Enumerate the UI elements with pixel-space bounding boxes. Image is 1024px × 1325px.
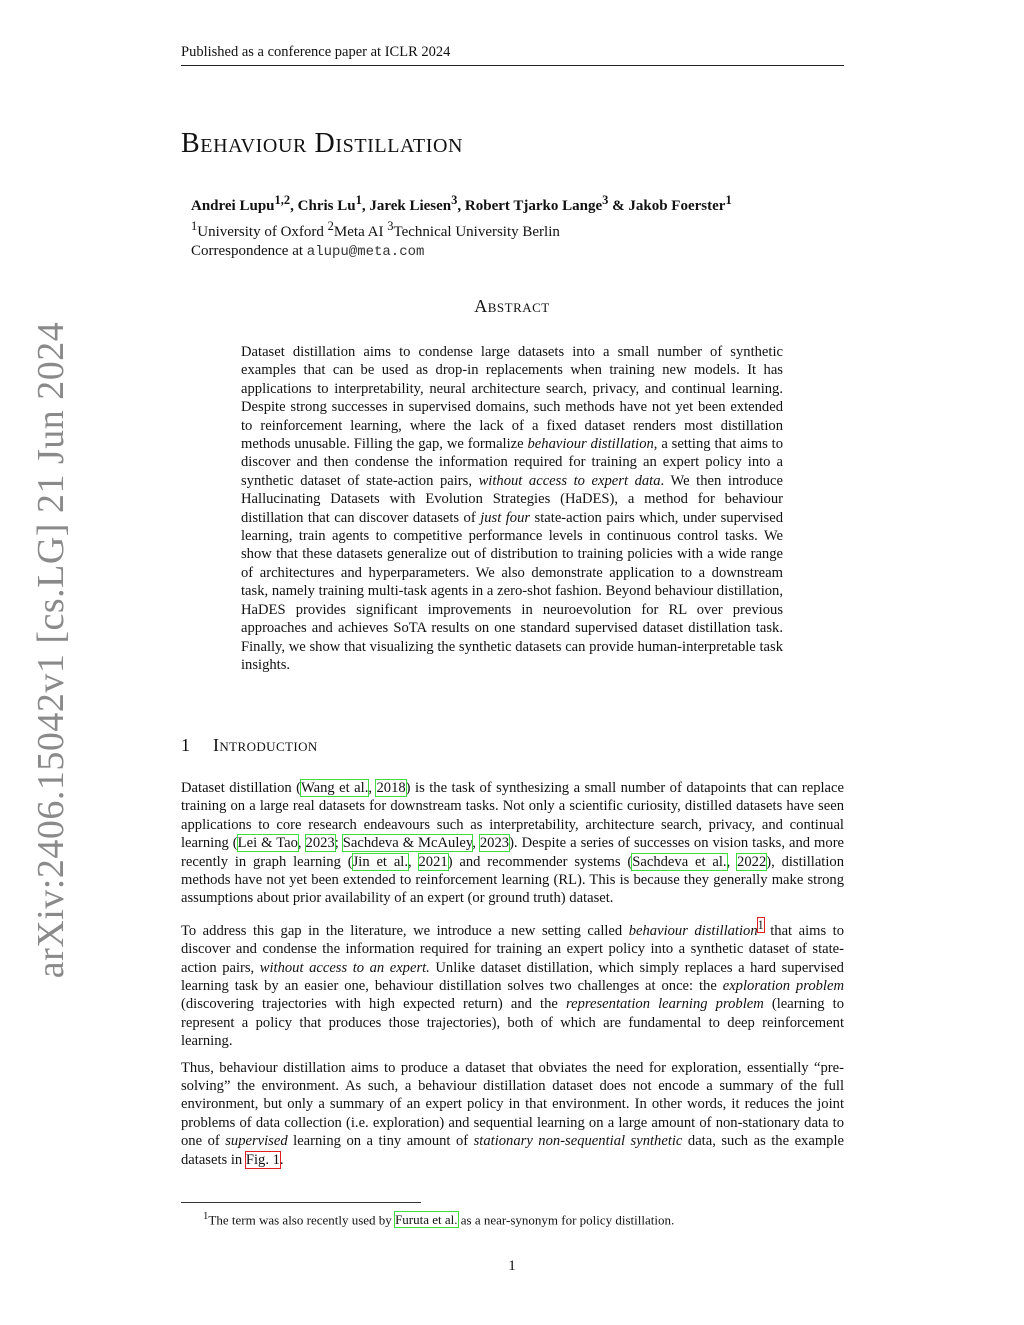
body-text: ), distillation methods have not yet been extended to reinforcement learning (RL). This is because they generally make strong assumptions about prior availability of an expert (or ground truth) dataset.: [181, 853, 845, 907]
abstract-text: , a setting that aims to discover and then condense the information required for training an expert policy into a synthetic dataset of state-action pairs,: [241, 436, 783, 489]
section-title: Introduction: [213, 735, 318, 755]
footnote: [181, 1208, 844, 1228]
affiliation: University of Oxford: [197, 223, 328, 240]
body-text: ,: [297, 835, 306, 852]
citation-link[interactable]: 2023: [479, 835, 510, 852]
body-text: Thus, behaviour distillation aims to produce a dataset that obviates the need for exploration, essentially “pre-solving” the environment. As such, a behaviour distillation dataset does not encode a summary of the full environment, but only a summary of an expert policy in that environment. In other words, it reduces the joint problems of data collection (i.e. exploration) and sequential learning on a large amount of non-stationary data to one of: [181, 1059, 844, 1150]
abstract-body: [241, 343, 783, 674]
body-text: learning on a tiny amount of: [287, 1133, 474, 1150]
paragraph: [181, 916, 844, 1051]
emphasis: representation learning problem: [565, 996, 764, 1013]
body-text: ,: [472, 835, 480, 852]
body-text: .: [279, 1151, 284, 1168]
paragraph: [181, 1059, 844, 1169]
footnote-text: The term was also recently used by: [208, 1212, 396, 1228]
citation-link[interactable]: Jin et al.: [352, 853, 409, 870]
emphasis: without access to an expert.: [259, 959, 430, 976]
body-text: ) and recommender systems (: [447, 853, 633, 870]
author-name: , Jarek Liesen: [361, 198, 452, 214]
body-text: Unlike dataset distillation, which simply replaces a hard supervised learning task by an easier one, behaviour distillation solves two challenges at once: the: [181, 959, 844, 994]
emphasis: stationary non-sequential synthetic: [473, 1133, 683, 1150]
body-text: ,: [726, 853, 738, 870]
correspondence-label: Correspondence at: [191, 243, 307, 259]
section-heading: [181, 735, 318, 756]
author-name: & Jakob Foerster: [608, 198, 726, 214]
author-name: Andrei Lupu: [191, 198, 275, 214]
body-text: Dataset distillation (: [181, 780, 302, 796]
emphasis: exploration problem: [722, 977, 844, 994]
citation-link[interactable]: 2023: [305, 835, 335, 852]
page-number: 1: [508, 1258, 516, 1274]
footnote-divider: [181, 1202, 421, 1203]
paper-title: Behaviour Distillation: [181, 128, 464, 159]
citation-link[interactable]: 2021: [418, 853, 448, 870]
body-text: data, such as the example datasets in: [181, 1133, 844, 1168]
body-text: ) is the task of synthesizing a small number of datapoints that can replace training on a large real datasets for downstream tasks. Not only a scientific curiosity, distilled datasets have seen applications to core research endeavours such as interpretability, architecture search, privacy, and continual learning (: [181, 780, 844, 852]
affiliation-marker: 3: [451, 193, 458, 207]
body-text: To address this gap in the literature, we introduce a new setting called: [181, 922, 629, 939]
emphasis: behaviour distillation: [628, 922, 758, 939]
abstract-emphasis: behaviour distillation: [527, 436, 654, 453]
citation-link[interactable]: Wang et al.: [301, 780, 369, 796]
citation-link[interactable]: Sachdeva & McAuley: [342, 835, 473, 852]
affiliation: Meta AI: [333, 223, 388, 240]
body-text: (discovering trajectories with high expected return) and the: [181, 996, 566, 1013]
body-text: that aims to discover and condense the information required for training an expert policy into a synthetic dataset of state-action pairs,: [181, 922, 844, 976]
emphasis: supervised: [225, 1133, 288, 1150]
affiliations: [191, 217, 831, 243]
citation-link[interactable]: 2018: [376, 780, 406, 796]
author-list: [191, 191, 831, 217]
author-block: [191, 191, 831, 263]
body-text: ;: [334, 835, 343, 852]
section-body: [181, 779, 844, 1177]
abstract-heading: Abstract: [474, 296, 550, 316]
body-text: ,: [408, 853, 419, 870]
abstract-text: . We then introduce Hallucinating Datasets with Evolution Strategies (HaDES), a method for behaviour distillation that can discover datasets of: [241, 472, 784, 526]
correspondence-email[interactable]: alupu@meta.com: [306, 244, 425, 260]
paragraph: [181, 779, 844, 908]
body-text: ,: [368, 780, 377, 796]
author-name: , Chris Lu: [290, 198, 356, 214]
figure-link[interactable]: Fig. 1: [245, 1151, 280, 1168]
abstract-emphasis: without access to expert data: [478, 472, 661, 489]
affiliation-marker: 3: [602, 193, 609, 207]
abstract-emphasis: just four: [480, 509, 531, 526]
affiliation-marker: 2: [327, 218, 334, 233]
body-text: (learning to represent a policy that produces those trajectories), both of which are fundamental to deep reinforcement learning.: [181, 996, 844, 1050]
affiliation-marker: 1: [191, 218, 198, 233]
citation-link[interactable]: 2022: [737, 853, 767, 870]
abstract-text: Dataset distillation aims to condense large datasets into a small number of synthetic examples that can be used as drop-in replacements when training new models. It has applications to interpretability, neural architecture search, privacy, and continual learning. Despite strong successes in supervised domains, such methods have not yet been extended to reinforcement learning, where the lack of a fixed dataset renders most distillation methods unusable. Filling the gap, we formalize: [241, 344, 783, 453]
citation-link[interactable]: Furuta et al.: [395, 1212, 458, 1228]
author-name: , Robert Tjarko Lange: [457, 198, 603, 214]
footnote-text: as a near-synonym for policy distillation.: [457, 1212, 675, 1228]
correspondence: [191, 242, 831, 263]
footnote-link[interactable]: 1: [757, 917, 764, 932]
citation-link[interactable]: Sachdeva et al.: [632, 853, 727, 870]
affiliation-marker: 1: [355, 193, 362, 207]
abstract-text: state-action pairs which, under supervised learning, train agents to competitive performance levels in continuous control tasks. We show that these datasets generalize out of distribution to training policies with a wide range of architectures and hyperparameters. We also demonstrate application to a downstream task, namely training multi-task agents in a zero-shot fashion. Beyond behaviour distillation, HaDES provides significant improvements in neuroevolution for RL over previous approaches and achieves SoTA results on one standard supervised dataset distillation task. Finally, we show that visualizing the synthetic datasets can provide human-interpretable task insights.: [241, 509, 784, 673]
affiliation: Technical University Berlin: [393, 223, 560, 240]
running-head: Published as a conference paper at ICLR 2024: [181, 44, 844, 66]
citation-link[interactable]: Lei & Tao: [237, 835, 298, 852]
arxiv-identifier[interactable]: arXiv:2406.15042v1 [cs.LG] 21 Jun 2024: [30, 321, 72, 979]
affiliation-marker: 1,2: [274, 193, 291, 207]
section-number: 1: [181, 735, 191, 755]
body-text: ). Despite a series of successes on vision tasks, and more recently in graph learning (: [181, 835, 845, 870]
affiliation-marker: 3: [387, 218, 394, 233]
affiliation-marker: 1: [725, 193, 732, 207]
footnote-marker: 1: [203, 1210, 209, 1222]
